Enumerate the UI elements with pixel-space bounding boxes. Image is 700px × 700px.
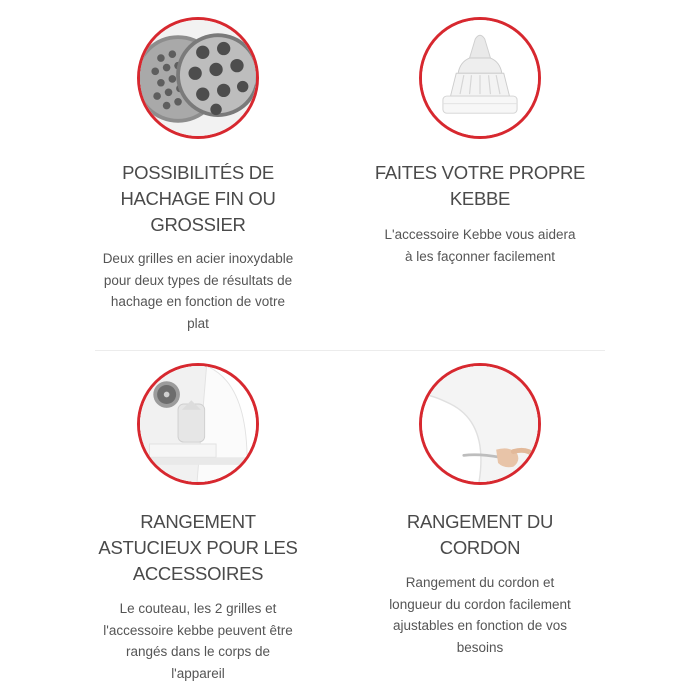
feature-description: [78, 598, 318, 684]
desc-line: ajustables en fonction de vos: [392, 618, 568, 633]
desc-line: à les façonner facilement: [404, 248, 556, 264]
title-line: KEBBE: [449, 188, 511, 209]
desc-line: Rangement du cordon et: [405, 575, 555, 590]
title-line: HACHAGE FIN OU: [120, 188, 276, 209]
desc-line: besoins: [456, 639, 504, 655]
feature-title: [330, 160, 630, 212]
desc-line: plat: [187, 315, 209, 331]
desc-line: l'accessoire kebbe peuvent être: [103, 622, 293, 638]
feature-accessory-storage: [48, 350, 348, 700]
title-line: ACCESSOIRES: [132, 563, 264, 584]
feature-description: [360, 224, 600, 267]
title-line: ASTUCIEUX POUR LES: [98, 537, 298, 558]
title-line: FAITES VOTRE PROPRE: [374, 162, 586, 183]
feature-title: [330, 509, 630, 561]
feature-description: [360, 572, 600, 658]
feature-title: [48, 509, 348, 587]
title-line: RANGEMENT DU: [406, 511, 554, 532]
desc-line: pour deux types de résultats de: [103, 272, 293, 288]
desc-line: hachage en fonction de votre: [110, 294, 286, 309]
title-line: RANGEMENT: [140, 511, 256, 532]
title-line: CORDON: [439, 537, 521, 558]
desc-line: L'accessoire Kebbe vous aidera: [384, 227, 576, 242]
accessory-storage-icon: [137, 363, 259, 485]
feature-kebbe: [330, 0, 630, 350]
desc-line: l'appareil: [171, 665, 225, 681]
kebbe-accessory-icon: [419, 17, 541, 139]
feature-cord-storage: [330, 350, 630, 700]
desc-line: Deux grilles en acier inoxydable: [102, 251, 294, 266]
desc-line: rangés dans le corps de: [125, 644, 271, 659]
cord-storage-icon: [419, 363, 541, 485]
feature-title: [48, 160, 348, 238]
title-line: POSSIBILITÉS DE: [122, 162, 274, 183]
desc-line: Le couteau, les 2 grilles et: [119, 601, 277, 616]
feature-description: [78, 248, 318, 334]
desc-line: longueur du cordon facilement: [389, 596, 571, 612]
feature-fine-coarse-mincing: [48, 0, 348, 350]
title-line: GROSSIER: [150, 214, 246, 235]
grinder-plates-icon: [137, 17, 259, 139]
